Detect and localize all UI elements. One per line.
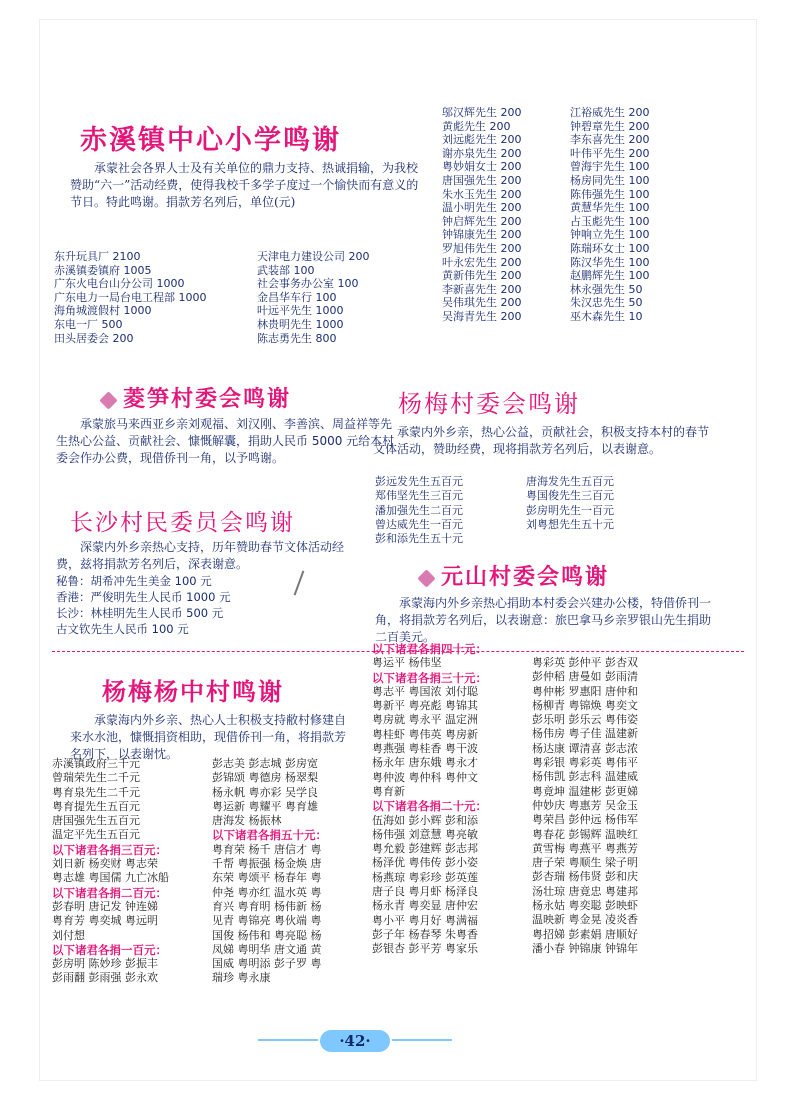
title-yangmei-yangzhong-village: 杨梅杨中村鸣谢 [102, 678, 284, 706]
title-yangmei-village: 杨梅村委会鸣谢 [398, 390, 580, 418]
list-item: 彭杏瑞 杨伟贤 彭和庆 [532, 870, 638, 884]
subheading: 以下诸君各捐四十元： [372, 642, 487, 656]
donor-list [52, 900, 212, 943]
list-item: 唐子良 粤月虾 杨泽良 [372, 885, 478, 899]
list-item: 唐国强先生 200 [442, 173, 522, 187]
list-item: 凤娣 粤明华 唐文通 黄 [212, 942, 322, 956]
list-item: 彭志美 彭志城 彭房宽 [212, 757, 318, 770]
top-donor-list-1 [442, 106, 562, 324]
intro-yangmei-yangzhong-village: 承蒙海内外乡亲、热心人士积极支持敝村修建自来水水池，慷慨捐资相助，现借侨刊一角，将捐款芳名列下，以表谢忱。 [70, 713, 347, 761]
intro-lingsun-village: 承蒙旅马来西亚乡亲刘观福、刘汉刚、李善滨、周益祥等先生热心公益、贡献社会、慷慨解囊，捐助人民币 5000 元给本村委会作办公费，现借侨刊一角，以予鸣谢。 [56, 417, 395, 465]
donor-list [372, 656, 532, 670]
list-item: 彭子年 杨春琴 朱粤香 [372, 927, 478, 941]
list-item: 杨伟强 刘意慧 粤亮敏 [372, 827, 478, 841]
list-item: 巫木森先生 10 [570, 309, 643, 323]
list-item: 广东电力一局台电工程部 1000 [54, 290, 207, 304]
list-item: 粤燕强 粤桂香 粤干波 [372, 742, 478, 756]
list-item: 温小明先生 200 [442, 201, 522, 215]
donor-list [372, 814, 532, 957]
list-item: 曾海宇先生 100 [570, 160, 650, 174]
list-item: 陈志勇先生 800 [257, 331, 337, 345]
list-item: 叶伟平先生 200 [570, 146, 650, 160]
title-text: 元山村委会鸣谢 [441, 565, 610, 590]
list-item: 粤允毅 彭建辉 彭志邦 [372, 842, 478, 856]
list-item: 粤仲彬 罗惠阳 唐仲和 [532, 684, 638, 698]
yangmei-donor-list-2 [526, 475, 686, 532]
list-item: 江裕威先生 200 [570, 106, 650, 119]
subheading: 以下诸君各捐二十元： [372, 799, 487, 814]
list-item: 钟启辉先生 200 [442, 214, 522, 228]
list-item: 罗旭伟先生 200 [442, 241, 522, 255]
list-item: 彭乐明 彭乐云 粤伟姿 [532, 713, 638, 727]
list-item: 彭银杏 彭平芳 粤家乐 [372, 942, 478, 956]
list-item: 潘小春 钟锦康 钟锦年 [532, 941, 638, 955]
list-item: 长沙：林桂明先生人民币 500 元 [56, 606, 224, 620]
list-item: 彭房明 陈妙珍 彭振丰 [52, 957, 158, 971]
list-item: 曾达威先生一百元 [375, 517, 463, 531]
changsha-donor-list [56, 573, 316, 637]
list-item: 陈伟强先生 100 [570, 187, 650, 201]
subheading: 以下诸君各捐一百元： [52, 942, 167, 957]
list-item: 粤运平 杨伟坚 [372, 656, 442, 670]
list-item: 吴海青先生 200 [442, 309, 522, 323]
list-item: 郑伟坚先生三百元 [375, 489, 463, 503]
list-item: 李新喜先生 200 [442, 282, 522, 296]
list-item: 杨永年 唐东娥 粤永才 [372, 756, 478, 770]
list-item: 杨房同先生 100 [570, 173, 650, 187]
list-item: 刘远彪先生 200 [442, 133, 522, 147]
list-item: 粤仲波 粤仲科 粤仲文 [372, 770, 478, 784]
list-item: 唐海发先生五百元 [526, 475, 614, 488]
list-item: 刘日新 杨奕财 粤志荣 [52, 857, 158, 871]
list-item: 杨达康 谭清喜 彭志浓 [532, 741, 638, 755]
list-item: 唐海发 杨振林 [212, 814, 282, 828]
donor-list [52, 757, 212, 843]
list-item: 金昌华车行 100 [257, 290, 337, 304]
title-changsha-village: 长沙村民委员会鸣谢 [70, 510, 295, 536]
list-item: 杨伟房 粤子佳 温建新 [532, 727, 638, 741]
page-number: ·42· [320, 1030, 390, 1052]
list-item: 占玉彪先生 100 [570, 214, 650, 228]
list-item: 黄彪先生 200 [442, 119, 511, 133]
list-item: 粤房就 粤永平 温定洲 [372, 713, 478, 727]
list-item: 千帮 粤振强 杨金焕 唐 [212, 857, 322, 871]
list-item: 古文钦先生人民币 100 元 [56, 622, 189, 636]
title-yuanshan-village [420, 560, 609, 591]
list-item: 海角城渡假村 1000 [54, 304, 152, 318]
yangzhong-column-a [52, 757, 212, 986]
list-item: 谢亦泉先生 200 [442, 146, 522, 160]
list-item: 朱水玉先生 200 [442, 187, 522, 201]
list-item: 粤荣昌 彭仲远 杨伟军 [532, 813, 638, 827]
page [40, 20, 756, 1080]
donor-list [52, 957, 212, 986]
list-item: 粤育提先生五百元 [52, 799, 140, 813]
list-item: 粤志平 粤国浓 刘付聪 [372, 684, 478, 698]
list-item: 秘鲁：胡希冲先生美金 100 元 [56, 574, 212, 588]
diamond-ornament-icon [99, 391, 117, 409]
list-item: 彭锦颂 粤德房 杨翠梨 [212, 771, 318, 785]
list-item: 粤彩银 粤彩英 粤伟平 [532, 756, 638, 770]
list-item: 邬汉辉先生 200 [442, 106, 522, 119]
intro-chixi-school: 承蒙社会各界人士及有关单位的鼎力支持、热诚捐输，为我校赞助“六一”活动经费，使得我校千多学子度过一个愉快而有意义的节日。特此鸣谢。捐款芳名列后，单位(元) [70, 161, 419, 209]
yangzhong-column-d [532, 656, 722, 956]
list-item: 彭远发先生五百元 [375, 475, 463, 488]
list-item: 汤壮琼 唐竟忠 粤建邦 [532, 884, 638, 898]
list-item: 潘加强先生二百元 [375, 503, 463, 517]
list-item: 吴伟琪先生 200 [442, 296, 522, 310]
list-item: 粤新平 粤亮彪 粤锦其 [372, 699, 478, 713]
donor-list [52, 857, 212, 886]
list-item: 东荣 粤颂平 杨春年 粤 [212, 871, 322, 885]
donor-list [532, 656, 722, 956]
list-item: 粤竟坤 温建彬 彭更娣 [532, 784, 638, 798]
title-chixi-school: 赤溪镇中心小学鸣谢 [80, 125, 341, 156]
title-text: 菱笋村委会鸣谢 [123, 387, 292, 412]
list-item: 粤桂虾 粤伟英 粤房新 [372, 727, 478, 741]
yangzhong-column-c [372, 642, 532, 957]
list-item: 东电一厂 500 [54, 317, 123, 331]
list-item: 社会事务办公室 100 [257, 277, 359, 291]
list-item: 赤溪镇委镇府 1005 [54, 263, 152, 277]
list-item: 李东喜先生 200 [570, 133, 650, 147]
list-item: 赤溪镇政府三千元 [52, 757, 140, 770]
list-item: 天津电力建设公司 200 [257, 250, 370, 263]
list-item: 黄新伟先生 200 [442, 269, 522, 283]
chixi-donor-list-2 [257, 250, 427, 345]
list-item: 粤育芳 粤奕城 粤远明 [52, 914, 158, 928]
list-item: 粤妙娟女士 200 [442, 160, 522, 174]
list-item: 育兴 粤育明 杨伟新 杨 [212, 899, 322, 913]
list-item: 唐国强先生五百元 [52, 814, 140, 828]
diamond-ornament-icon [417, 569, 435, 587]
donor-list [372, 685, 532, 799]
list-item: 陈汉华先生 100 [570, 255, 650, 269]
list-item: 粤彩英 彭仲平 彭杏双 [532, 656, 638, 669]
list-item: 温映新 粤金晃 凌炎香 [532, 913, 638, 927]
list-item: 粤运新 粤耀平 粤育雄 [212, 799, 318, 813]
list-item: 粤国俊先生三百元 [526, 489, 614, 503]
list-item: 伍海如 彭小辉 彭和添 [372, 813, 478, 827]
list-item: 粤育新 [372, 784, 405, 798]
intro-yuanshan-village: 承蒙海内外乡亲热心捐助本村委会兴建办公楼，特借侨刊一角，将捐款芳名列后，以表谢意：旅巴拿马乡亲罗银山先生捐助二百美元。 [375, 596, 712, 644]
list-item: 田头居委会 200 [54, 331, 134, 345]
list-item: 瑞珍 粤永康 [212, 971, 271, 985]
list-item: 东升玩具厂 2100 [54, 250, 141, 263]
title-lingsun-village [102, 382, 291, 413]
subheading: 以下诸君各捐三十元： [372, 670, 487, 685]
list-item: 仲尧 粤亦红 温水英 粤 [212, 885, 322, 899]
list-item: 朱汉忠先生 50 [570, 296, 643, 310]
donor-list [212, 757, 362, 828]
list-item: 叶永宏先生 200 [442, 255, 522, 269]
list-item: 粤志雄 粤国儒 九亡冰船 [52, 871, 169, 885]
chixi-donor-list-1 [54, 250, 254, 345]
list-item: 林永强先生 50 [570, 282, 643, 296]
list-item: 武装部 100 [257, 263, 315, 277]
list-item: 粤春花 彭锡辉 温映红 [532, 827, 638, 841]
list-item: 刘付想 [52, 928, 85, 942]
list-item: 温定平先生五百元 [52, 828, 140, 842]
top-donor-list-2 [570, 106, 700, 324]
list-item: 粤招娣 彭素娟 唐顺好 [532, 927, 638, 941]
list-item: 钟碧章先生 200 [570, 119, 650, 133]
list-item: 刘粤想先生五十元 [526, 517, 614, 531]
list-item: 香港：严俊明先生人民币 1000 元 [56, 590, 231, 604]
list-item: 粤育泉先生二千元 [52, 785, 140, 799]
list-item: 陈瑞环女士 100 [570, 241, 650, 255]
list-item: 粤小平 粤月好 粤满福 [372, 913, 478, 927]
list-item: 彭雨翻 彭雨强 彭永欢 [52, 971, 158, 985]
list-item: 杨泽优 粤伟传 彭小姿 [372, 856, 478, 870]
list-item: 黄雪梅 粤燕平 粤燕芳 [532, 841, 638, 855]
donor-list [212, 843, 362, 986]
yangzhong-column-b [212, 757, 362, 986]
list-item: 彭春明 唐记发 钟连娣 [52, 899, 158, 913]
list-item: 彭仲稻 唐曼如 彭雨清 [532, 670, 638, 684]
yangmei-donor-list-1 [375, 475, 535, 546]
list-item: 杨永青 粤奕显 唐仲宏 [372, 899, 478, 913]
list-item: 杨燕琼 粤彩珍 彭英莲 [372, 870, 478, 884]
list-item: 赵鹏辉先生 100 [570, 269, 650, 283]
list-item: 见青 粤锦亮 粤伙端 粤 [212, 914, 322, 928]
list-item: 仲妙庆 粤惠芳 吴金玉 [532, 798, 638, 812]
list-item: 钟锦康先生 200 [442, 228, 522, 242]
subheading: 以下诸君各捐二百元： [52, 885, 167, 900]
list-item: 杨柳青 粤锦焕 粤奕文 [532, 698, 638, 712]
list-item: 唐子荣 粤顺生 梁子明 [532, 856, 638, 870]
list-item: 国威 粤明添 彭子罗 粤 [212, 957, 322, 971]
list-item: 黄慧华先生 100 [570, 201, 650, 215]
list-item: 杨永姑 粤奕聪 彭映虾 [532, 899, 638, 913]
list-item: 广东火电台山分公司 1000 [54, 277, 185, 291]
intro-yangmei-village: 承蒙内外乡亲，热心公益，贡献社会，积极支持本村的春节文体活动，赞助经费，现将捐款芳名列后，以表谢意。 [373, 425, 710, 456]
list-item: 彭房明先生一百元 [526, 503, 614, 517]
subheading: 以下诸君各捐三百元： [52, 842, 167, 857]
list-item: 叶远平先生 1000 [257, 304, 344, 318]
list-item: 彭和添先生五十元 [375, 532, 463, 546]
list-item: 钟响立先生 100 [570, 228, 650, 242]
list-item: 国俊 杨伟和 粤亮聪 杨 [212, 928, 322, 942]
list-item: 杨伟凯 彭志科 温建威 [532, 770, 638, 784]
list-item: 杨永帆 粤亦彩 吴学良 [212, 785, 318, 799]
list-item: 粤育荣 杨千 唐信才 粤 [212, 842, 322, 856]
subheading: 以下诸君各捐五十元： [212, 828, 327, 843]
list-item: 曾瑞荣先生二千元 [52, 771, 140, 785]
list-item: 林贵明先生 1000 [257, 317, 344, 331]
intro-changsha-village: 深蒙内外乡亲热心支持，历年赞助春节文体活动经费，兹将捐款芳名列后，深表谢意。 [56, 540, 345, 571]
